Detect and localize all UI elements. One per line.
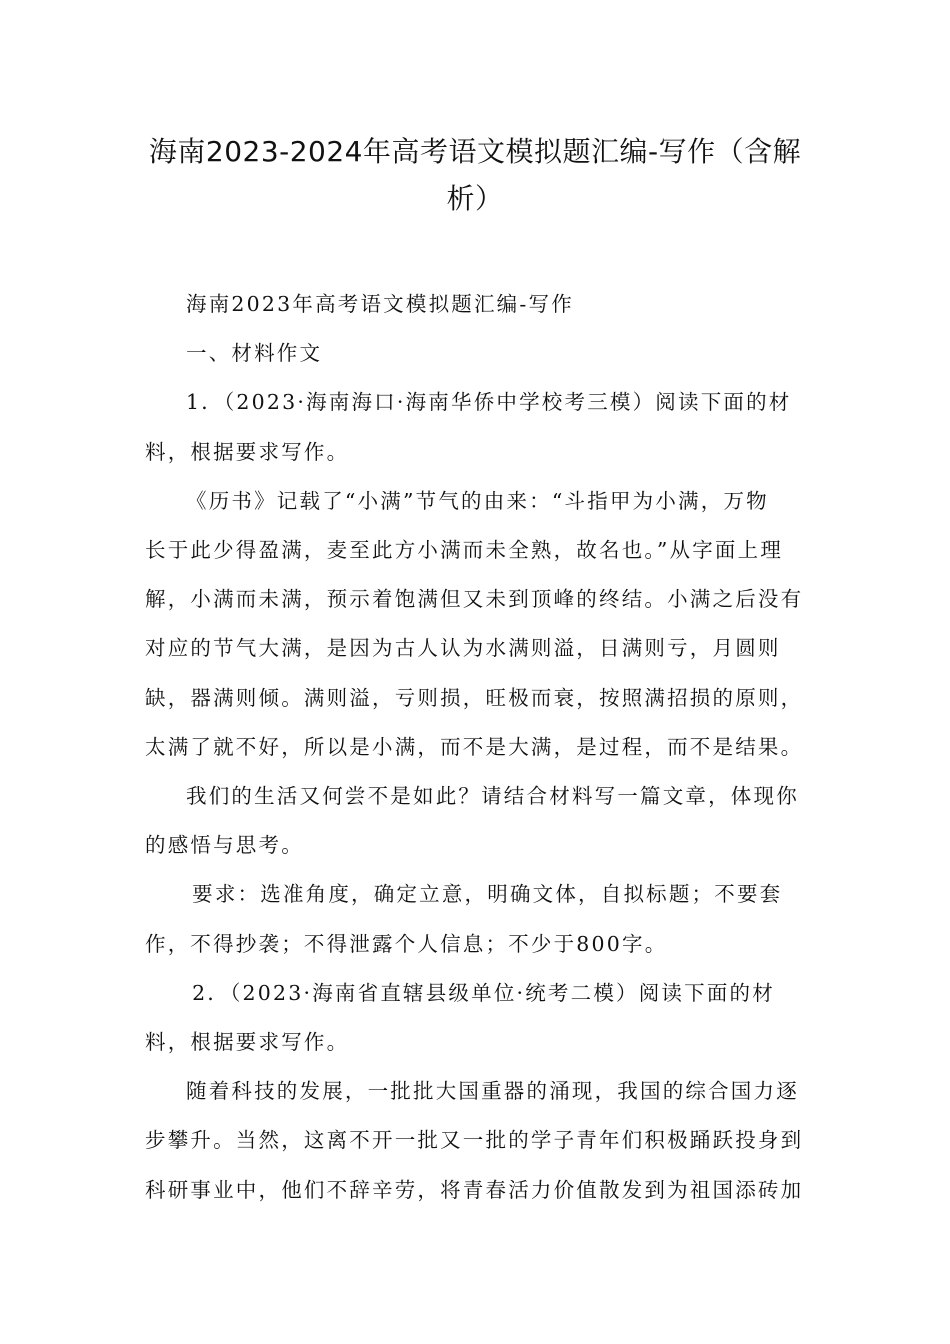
question-2-material [145, 1067, 805, 1215]
text-line: 长于此少得盈满，麦至此方小满而未全熟，故名也。”从字面上理 [145, 538, 784, 563]
text-line: 的感悟与思考。 [145, 833, 304, 858]
text-line: 科研事业中，他们不辞辛劳，将青春活力价值散发到为祖国添砖加 [145, 1177, 804, 1202]
subsection-heading [145, 329, 805, 378]
text-line: 缺，器满则倾。满则溢，亏则损，旺极而衰，按照满招损的原则， [145, 685, 804, 710]
text-line: 步攀升。当然，这离不开一批又一批的学子青年们积极踊跃投身到 [145, 1128, 804, 1153]
text-line: 海南2023年高考语文模拟题汇编-写作 [186, 292, 574, 316]
text-line: 料，根据要求写作。 [145, 439, 350, 464]
question-2-intro [145, 969, 805, 1067]
document-body [145, 280, 805, 1215]
text-line: 对应的节气大满，是因为古人认为水满则溢，日满则亏，月圆则 [145, 636, 781, 661]
text-line: 我们的生活又何尝不是如此？请结合材料写一篇文章，体现你 [186, 784, 799, 809]
question-1-intro [145, 378, 805, 476]
text-line: 《历书》记载了“小满”节气的由来：“斗指甲为小满，万物 [186, 488, 769, 513]
text-line: 解，小满而未满，预示着饱满但又未到顶峰的终结。小满之后没有 [145, 587, 804, 612]
text-line: 随着科技的发展，一批批大国重器的涌现，我国的综合国力逐 [186, 1079, 799, 1104]
question-1-prompt [145, 772, 805, 870]
text-line: 作，不得抄袭；不得泄露个人信息；不少于800字。 [145, 931, 668, 956]
document-title-line-2: 析） [446, 182, 504, 215]
text-line: 太满了就不好，所以是小满，而不是大满，是过程，而不是结果。 [145, 734, 804, 759]
document-title-line-1: 海南2023-2024年高考语文模拟题汇编-写作（含解 [148, 135, 802, 168]
question-1-material [145, 477, 805, 772]
text-line: 要求：选准角度，确定立意，明确文体，自拟标题；不要套 [192, 882, 783, 907]
question-1-requirements [145, 870, 805, 968]
text-line: 1．（2023·海南海口·海南华侨中学校考三模）阅读下面的材 [186, 390, 792, 415]
text-line: 2．（2023·海南省直辖县级单位·统考二模）阅读下面的材 [192, 980, 775, 1005]
document-title [145, 128, 805, 222]
text-line: 一、材料作文 [186, 341, 323, 366]
text-line: 料，根据要求写作。 [145, 1030, 350, 1055]
section-heading [145, 280, 805, 329]
